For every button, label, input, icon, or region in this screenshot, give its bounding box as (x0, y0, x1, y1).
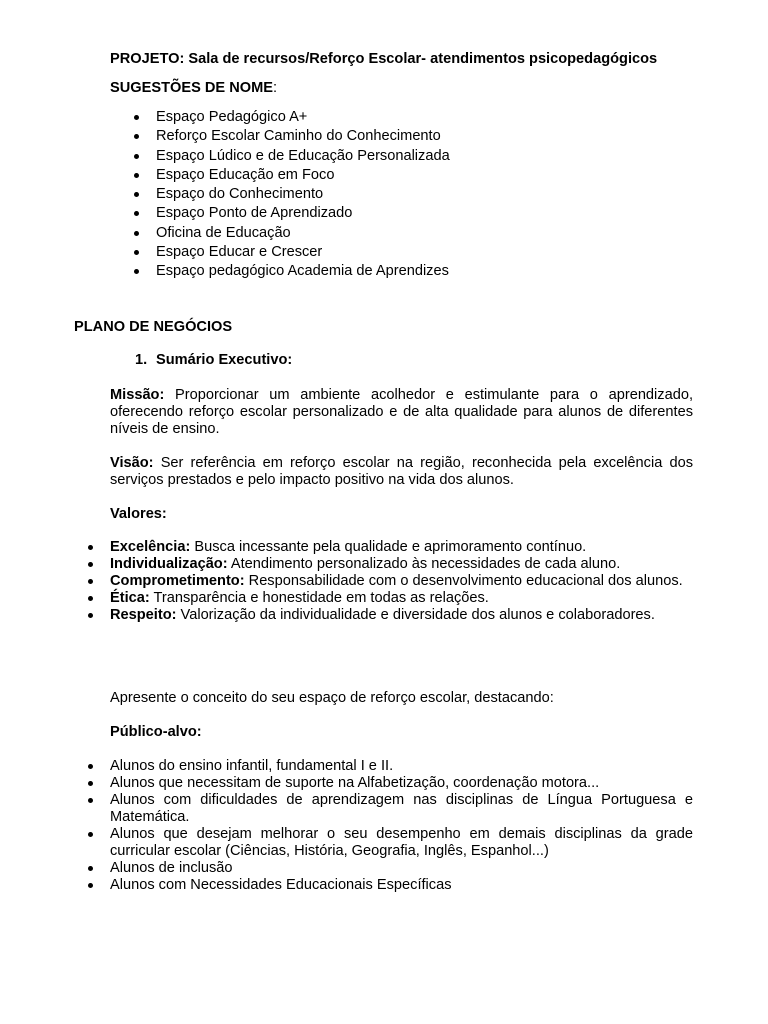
name-suggestion: Espaço Pedagógico A+ (156, 109, 308, 125)
list-item (74, 792, 693, 826)
section-number: 1. (135, 352, 148, 368)
list-item (110, 185, 670, 204)
concept-intro: Apresente o conceito do seu espaço de reforço escolar, destacando: (110, 690, 554, 706)
name-suggestion: Oficina de Educação (156, 224, 291, 241)
value-label: Excelência: (110, 539, 191, 555)
name-suggestions-colon: : (273, 80, 278, 96)
value-label: Comprometimento: (110, 573, 245, 589)
bullet-icon (88, 832, 93, 837)
list-item (110, 224, 670, 243)
bullet-icon (88, 613, 93, 618)
name-suggestion: Espaço Lúdico e de Educação Personalizada (156, 147, 450, 164)
list-item (74, 877, 693, 894)
audience-text: Alunos do ensino infantil, fundamental I e II. (110, 758, 394, 774)
name-suggestion: Espaço pedagógico Academia de Aprendizes (156, 263, 449, 280)
bullet-icon (88, 781, 93, 786)
audience-text: Alunos com Necessidades Educacionais Específicas (110, 877, 452, 893)
bullet-icon (88, 883, 93, 888)
bullet-icon (88, 562, 93, 567)
bullet-icon (88, 579, 93, 584)
list-item (74, 775, 693, 792)
bullet-icon (134, 211, 139, 216)
list-item (110, 262, 670, 281)
name-suggestion: Espaço Educar e Crescer (156, 244, 323, 261)
bullet-icon (88, 798, 93, 803)
list-item (110, 166, 670, 185)
name-suggestions-label: SUGESTÕES DE NOME (110, 80, 273, 96)
executive-summary-heading (135, 352, 292, 369)
bullet-icon (134, 192, 139, 197)
bullet-icon (134, 231, 139, 236)
target-audience-list (74, 758, 693, 894)
target-audience-heading: Público-alvo: (110, 724, 202, 740)
bullet-icon (134, 173, 139, 178)
name-suggestion: Espaço do Conhecimento (156, 186, 324, 203)
bullet-icon (88, 596, 93, 601)
mission-paragraph (110, 387, 693, 438)
bullet-icon (88, 764, 93, 769)
audience-text: Alunos que necessitam de suporte na Alfabetização, coordenação motora... (110, 775, 600, 791)
audience-text: Alunos de inclusão (110, 860, 233, 876)
value-text: Transparência e honestidade em todas as relações. (149, 590, 489, 606)
mission-text: Proporcionar um ambiente acolhedor e estimulante para o aprendizado, oferecendo reforço escolar personalizado e de alta qualidade para alunos de diferentes níveis de ensino. (110, 387, 693, 437)
vision-label: Visão: (110, 455, 154, 471)
vision-text: Ser referência em reforço escolar na região, reconhecida pela excelência dos serviços prestados e pelo impacto positivo na vida dos alunos. (110, 455, 693, 488)
value-text: Atendimento personalizado às necessidades de cada aluno. (227, 556, 621, 572)
bullet-icon (88, 866, 93, 871)
list-item (110, 204, 670, 223)
name-suggestion: Espaço Ponto de Aprendizado (156, 205, 353, 222)
audience-text: Alunos com dificuldades de aprendizagem nas disciplinas de Língua Portuguesa e Matemática. (110, 792, 693, 825)
value-text: Busca incessante pela qualidade e aprimoramento contínuo. (190, 539, 587, 555)
value-label: Respeito: (110, 607, 177, 623)
vision-paragraph (110, 455, 693, 489)
list-item (74, 539, 693, 556)
list-item (74, 590, 693, 607)
mission-label: Missão: (110, 387, 165, 403)
list-item (110, 127, 670, 146)
bullet-icon (88, 545, 93, 550)
project-title: PROJETO: Sala de recursos/Reforço Escolar- atendimentos psicopedagógicos (110, 51, 658, 67)
bullet-icon (134, 269, 139, 274)
bullet-icon (134, 134, 139, 139)
values-list (74, 539, 693, 624)
list-item (110, 243, 670, 262)
value-text: Responsabilidade com o desenvolvimento educacional dos alunos. (244, 573, 683, 589)
list-item (74, 860, 693, 877)
list-item (74, 573, 693, 590)
business-plan-heading: PLANO DE NEGÓCIOS (74, 319, 233, 335)
section-title: Sumário Executivo: (156, 352, 293, 368)
name-suggestion: Reforço Escolar Caminho do Conhecimento (156, 128, 441, 145)
name-suggestions-heading (110, 80, 710, 97)
value-text: Valorização da individualidade e diversidade dos alunos e colaboradores. (176, 607, 655, 623)
value-label: Ética: (110, 590, 150, 606)
list-item (74, 758, 693, 775)
list-item (74, 607, 693, 624)
list-item (74, 556, 693, 573)
bullet-icon (134, 115, 139, 120)
list-item (110, 108, 670, 127)
bullet-icon (134, 154, 139, 159)
list-item (74, 826, 693, 860)
audience-text: Alunos que desejam melhorar o seu desempenho em demais disciplinas da grade curricular escolar (Ciências, História, Geografia, Inglês, Espanhol...) (110, 826, 693, 859)
name-suggestions-list (110, 108, 670, 282)
values-heading: Valores: (110, 506, 167, 522)
name-suggestion: Espaço Educação em Foco (156, 166, 335, 183)
bullet-icon (134, 250, 139, 255)
value-label: Individualização: (110, 556, 228, 572)
list-item (110, 147, 670, 166)
